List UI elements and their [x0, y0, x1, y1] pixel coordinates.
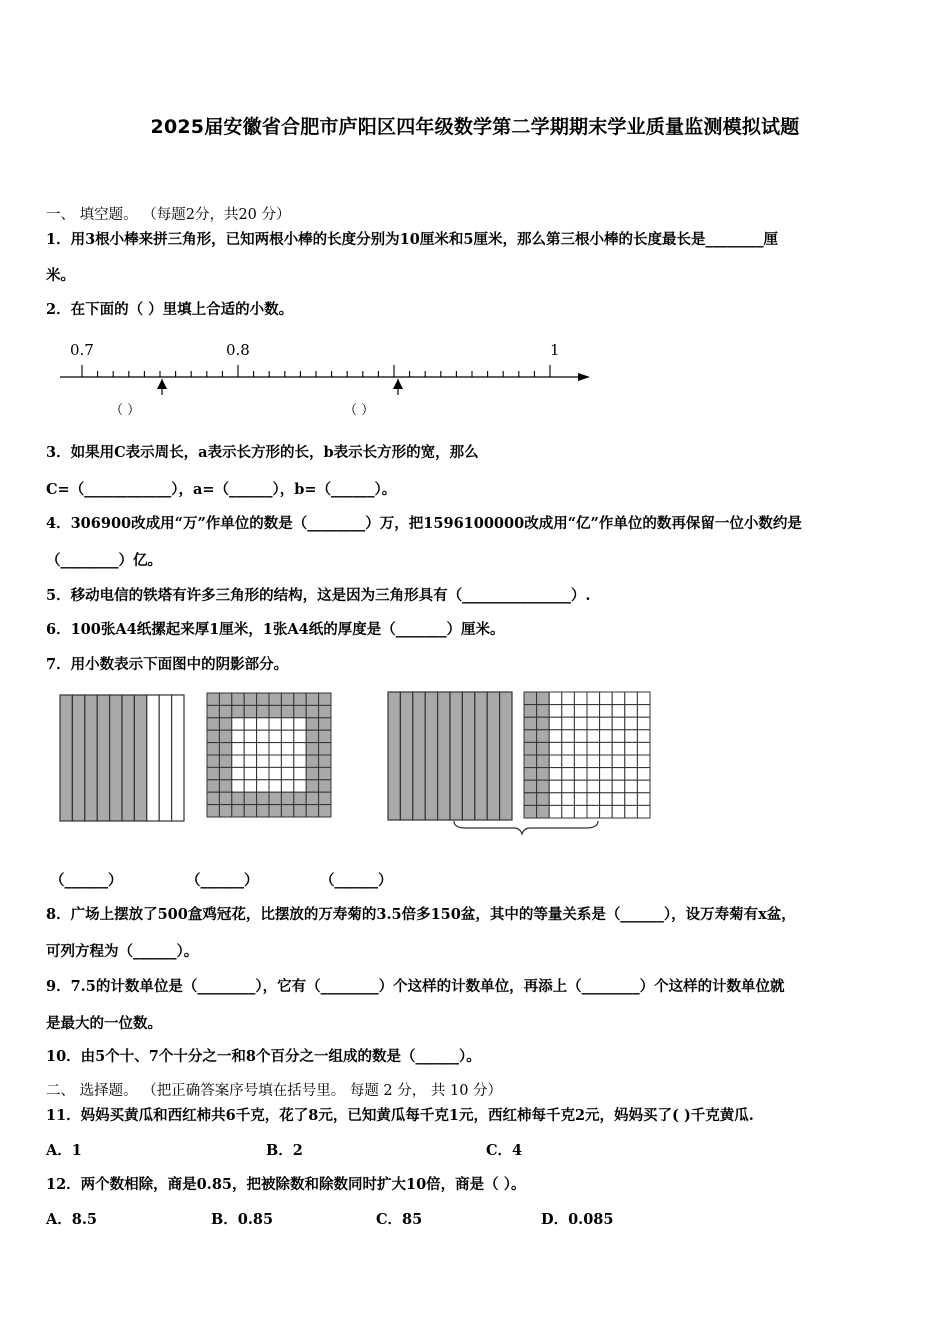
grid-cell	[232, 705, 244, 717]
grid-cell	[549, 730, 562, 743]
grid-cell	[219, 730, 231, 742]
question-8-line-2: 可列方程为（______）。	[46, 943, 199, 960]
question-12-options	[46, 1208, 613, 1229]
strip	[134, 695, 146, 821]
grid-cell	[612, 793, 625, 806]
grid-cell	[637, 793, 650, 806]
grid-cell	[587, 768, 600, 781]
question-7: 7．用小数表示下面图中的阴影部分。	[46, 656, 289, 673]
grid-cell	[244, 767, 256, 779]
grid-cell	[574, 780, 587, 793]
section-2-heading: 二、 选择题。 （把正确答案序号填在括号里。 每题 2 分， 共 10 分）	[46, 1083, 503, 1099]
grid-cell	[207, 693, 219, 705]
grid-cell	[232, 730, 244, 742]
grid-cell	[207, 743, 219, 755]
grid-cell	[524, 692, 537, 705]
figure-grid-ring	[205, 691, 333, 821]
grid-cell	[306, 755, 318, 767]
grid-cell	[207, 755, 219, 767]
grid-cell	[281, 805, 293, 817]
grid-cell	[244, 743, 256, 755]
strip	[450, 692, 462, 820]
grid-cell	[600, 742, 613, 755]
grid-cell	[244, 705, 256, 717]
grid-cell	[319, 705, 331, 717]
grid-cell	[637, 742, 650, 755]
grid-cell	[306, 730, 318, 742]
strip	[438, 692, 450, 820]
arrow-marker-left	[157, 379, 167, 395]
grid-cell	[537, 780, 550, 793]
grid-cell	[574, 705, 587, 718]
question-3-line-1: 3．如果用C表示周长，a表示长方形的长，b表示长方形的宽，那么	[46, 444, 479, 461]
grid-cell	[562, 717, 575, 730]
grid-cell	[244, 780, 256, 792]
grid-cell	[524, 730, 537, 743]
q11-option-b[interactable]: B．2	[266, 1142, 303, 1159]
grid-cell	[219, 755, 231, 767]
grid-cell	[637, 717, 650, 730]
q11-option-a[interactable]: A．1	[46, 1142, 82, 1159]
q12-option-c[interactable]: C．85	[376, 1211, 423, 1228]
grid-cell	[637, 805, 650, 818]
grid-cell	[625, 780, 638, 793]
grid-cell	[587, 692, 600, 705]
grid-cell	[294, 805, 306, 817]
grid-cell	[281, 743, 293, 755]
figure-strips	[58, 693, 186, 823]
question-9-line-1: 9．7.5的计数单位是（________），它有（________）个这样的计数单位，再添上（________）个这样的计数单位就	[46, 978, 785, 995]
label-0-7: 0.7	[70, 341, 94, 359]
grid-cell	[600, 793, 613, 806]
grid-cell	[207, 730, 219, 742]
grid-cell	[549, 793, 562, 806]
grid-cell	[244, 755, 256, 767]
grid-cell	[637, 768, 650, 781]
label-0-8: 0.8	[226, 341, 250, 359]
grid-cell	[562, 755, 575, 768]
q7-blank-1: （______）	[50, 872, 123, 889]
question-6: 6．100张A4纸摞起来厚1厘米，1张A4纸的厚度是（_______）厘米。	[46, 621, 505, 638]
grid-cell	[269, 805, 281, 817]
grid-cell	[587, 805, 600, 818]
question-4-line-1: 4．306900改成用“万”作单位的数是（________）万，把1596100000改成用“亿”作单位的数再保留一位小数约是	[46, 515, 802, 532]
grid-cell	[625, 692, 638, 705]
grid-cell	[625, 793, 638, 806]
grid-cell	[244, 805, 256, 817]
grid-cell	[257, 730, 269, 742]
arrow-marker-right	[393, 379, 403, 395]
strip	[425, 692, 437, 820]
question-1-line-2: 米。	[46, 267, 75, 284]
q12-option-b[interactable]: B．0.85	[211, 1211, 274, 1228]
grid-cell	[257, 718, 269, 730]
grid-cell	[612, 705, 625, 718]
grid-cell	[537, 742, 550, 755]
grid-cell	[524, 705, 537, 718]
grid-cell	[281, 718, 293, 730]
grid-cell	[257, 755, 269, 767]
grid-cell	[294, 780, 306, 792]
grid-cell	[244, 693, 256, 705]
grid-cell	[574, 717, 587, 730]
grid-cell	[574, 755, 587, 768]
grid-cell	[600, 730, 613, 743]
grid-cell	[306, 792, 318, 804]
grid-cell	[281, 755, 293, 767]
grid-cell	[549, 705, 562, 718]
grid-cell	[294, 755, 306, 767]
strip	[72, 695, 84, 821]
grid-cell	[600, 805, 613, 818]
grid-cell	[524, 805, 537, 818]
grid-cell	[537, 730, 550, 743]
grid-cell	[524, 780, 537, 793]
strip	[487, 692, 499, 820]
grid-cell	[524, 793, 537, 806]
strip	[122, 695, 134, 821]
grid-cell	[587, 780, 600, 793]
grid-cell	[524, 742, 537, 755]
grid-cell	[207, 767, 219, 779]
grid-cell	[281, 767, 293, 779]
grid-cell	[524, 768, 537, 781]
grid-cell	[549, 717, 562, 730]
question-11-options	[46, 1139, 522, 1160]
grid-cell	[537, 755, 550, 768]
grid-cell	[294, 767, 306, 779]
grid-cell	[625, 755, 638, 768]
grid-cell	[281, 705, 293, 717]
grid-cell	[306, 705, 318, 717]
grid-cell	[587, 730, 600, 743]
grid-cell	[612, 780, 625, 793]
grid-cell	[637, 755, 650, 768]
grid-cell	[232, 767, 244, 779]
grid-cell	[537, 805, 550, 818]
grid-cell	[232, 780, 244, 792]
q11-option-c[interactable]: C．4	[486, 1142, 523, 1159]
grid-cell	[207, 705, 219, 717]
grid-cell	[294, 693, 306, 705]
grid-cell	[232, 743, 244, 755]
grid-cell	[537, 793, 550, 806]
strip	[462, 692, 474, 820]
grid-cell	[587, 755, 600, 768]
strip	[85, 695, 97, 821]
section-1-heading: 一、 填空题。 （每题2分，共20 分）	[46, 207, 291, 223]
grid-cell	[207, 805, 219, 817]
grid-cell	[232, 718, 244, 730]
strip	[60, 695, 72, 821]
grid-cell	[612, 717, 625, 730]
grid-cell	[562, 692, 575, 705]
grid-cell	[537, 717, 550, 730]
grid-cell	[294, 705, 306, 717]
blank-right: （ ）	[344, 403, 375, 418]
grid-cell	[257, 705, 269, 717]
grid-cell	[219, 743, 231, 755]
grid-cell	[257, 792, 269, 804]
grid-cell	[562, 705, 575, 718]
grid-cell	[562, 742, 575, 755]
grid-cell	[319, 730, 331, 742]
grid-cell	[281, 780, 293, 792]
grid-cell	[574, 768, 587, 781]
question-9-line-2: 是最大的一位数。	[46, 1015, 162, 1032]
grid-cell	[244, 718, 256, 730]
grid-cell	[269, 718, 281, 730]
grid-cell	[625, 805, 638, 818]
grid-cell	[319, 755, 331, 767]
grid-cell	[306, 743, 318, 755]
grid-cell	[306, 767, 318, 779]
grid-cell	[549, 692, 562, 705]
page-title: 2025届安徽省合肥市庐阳区四年级数学第二学期期末学业质量监测模拟试题	[150, 116, 800, 138]
question-2: 2．在下面的（ ）里填上合适的小数。	[46, 301, 294, 318]
question-1-line-1: 1．用3根小棒来拼三角形，已知两根小棒的长度分别为10厘米和5厘米，那么第三根小棒的长度最长是________厘	[46, 231, 778, 248]
grid-cell	[574, 793, 587, 806]
grid-cell	[257, 805, 269, 817]
grid-cell	[537, 705, 550, 718]
grid-cell	[319, 780, 331, 792]
q12-option-a[interactable]: A．8.5	[46, 1211, 97, 1228]
grid-cell	[306, 718, 318, 730]
grid-cell	[549, 755, 562, 768]
grid-cell	[600, 692, 613, 705]
grid-cell	[269, 767, 281, 779]
grid-cell	[562, 730, 575, 743]
brace	[454, 821, 598, 834]
grid-cell	[625, 705, 638, 718]
grid-cell	[549, 805, 562, 818]
grid-cell	[625, 742, 638, 755]
grid-cell	[600, 705, 613, 718]
grid-cell	[294, 718, 306, 730]
grid-cell	[524, 717, 537, 730]
strip	[159, 695, 171, 821]
grid-cell	[587, 742, 600, 755]
grid-cell	[612, 755, 625, 768]
grid-cell	[524, 755, 537, 768]
grid-cell	[625, 730, 638, 743]
grid-cell	[625, 717, 638, 730]
grid-cell	[219, 693, 231, 705]
question-8-line-1: 8．广场上摆放了500盒鸡冠花，比摆放的万寿菊的3.5倍多150盆，其中的等量关系是（______），设万寿菊有x盆，	[46, 906, 796, 923]
grid-cell	[637, 705, 650, 718]
grid-cell	[319, 805, 331, 817]
grid-cell	[269, 792, 281, 804]
grid-cell	[587, 705, 600, 718]
strip	[172, 695, 184, 821]
grid-cell	[306, 780, 318, 792]
grid-cell	[281, 792, 293, 804]
grid-cell	[257, 743, 269, 755]
grid-cell	[612, 805, 625, 818]
strip	[388, 692, 400, 820]
number-line-figure	[50, 335, 600, 425]
grid-cell	[219, 705, 231, 717]
question-10: 10．由5个十、7个十分之一和8个百分之一组成的数是（______）。	[46, 1048, 481, 1065]
grid-cell	[257, 767, 269, 779]
grid-cell	[244, 730, 256, 742]
grid-cell	[232, 805, 244, 817]
grid-cell	[587, 793, 600, 806]
blank-left: （ ）	[110, 403, 141, 418]
grid-cell	[549, 768, 562, 781]
grid-cell	[232, 693, 244, 705]
grid-cell	[269, 730, 281, 742]
q7-blank-2: （______）	[186, 872, 259, 889]
grid-cell	[294, 792, 306, 804]
grid-cell	[219, 767, 231, 779]
grid-cell	[537, 692, 550, 705]
question-12: 12．两个数相除，商是0.85，把被除数和除数同时扩大10倍，商是（ ）。	[46, 1176, 526, 1193]
grid-cell	[625, 768, 638, 781]
grid-cell	[281, 693, 293, 705]
grid-cell	[319, 743, 331, 755]
grid-cell	[244, 792, 256, 804]
grid-cell	[219, 780, 231, 792]
grid-cell	[219, 718, 231, 730]
grid-cell	[574, 742, 587, 755]
grid-cell	[319, 792, 331, 804]
grid-cell	[537, 768, 550, 781]
grid-cell	[587, 717, 600, 730]
grid-cell	[294, 743, 306, 755]
figure-strips-and-grid	[386, 690, 654, 836]
grid-cell	[600, 717, 613, 730]
strip	[475, 692, 487, 820]
strip	[110, 695, 122, 821]
grid-cell	[319, 718, 331, 730]
strip	[147, 695, 159, 821]
strip	[413, 692, 425, 820]
grid-cell	[269, 743, 281, 755]
q7-blank-3: （______）	[320, 872, 393, 889]
grid-cell	[549, 742, 562, 755]
grid-cell	[257, 780, 269, 792]
grid-cell	[612, 768, 625, 781]
grid-cell	[574, 692, 587, 705]
grid-cell	[637, 692, 650, 705]
grid-cell	[306, 693, 318, 705]
grid-cell	[306, 805, 318, 817]
grid-cell	[637, 780, 650, 793]
grid-cell	[219, 792, 231, 804]
grid-cell	[269, 693, 281, 705]
grid-cell	[257, 693, 269, 705]
grid-cell	[207, 792, 219, 804]
grid-cell	[281, 730, 293, 742]
number-line-ticks	[82, 365, 550, 377]
q12-option-d[interactable]: D．0.085	[541, 1211, 614, 1228]
grid-cell	[600, 755, 613, 768]
grid-cell	[207, 718, 219, 730]
grid-cell	[600, 780, 613, 793]
grid-cell	[562, 793, 575, 806]
grid-cell	[232, 792, 244, 804]
grid-cell	[319, 693, 331, 705]
strip	[97, 695, 109, 821]
grid-cell	[549, 780, 562, 793]
grid-cell	[612, 730, 625, 743]
grid-cell	[574, 730, 587, 743]
grid-cell	[207, 780, 219, 792]
grid-cell	[612, 692, 625, 705]
grid-cell	[562, 780, 575, 793]
grid-cell	[574, 805, 587, 818]
grid-cell	[269, 705, 281, 717]
strip	[400, 692, 412, 820]
grid-cell	[612, 742, 625, 755]
strip	[500, 692, 512, 820]
question-4-line-2: （________）亿。	[46, 552, 162, 569]
question-5: 5．移动电信的铁塔有许多三角形的结构，这是因为三角形具有（_______________）.	[46, 587, 591, 604]
grid-cell	[637, 730, 650, 743]
grid-cell	[562, 805, 575, 818]
question-11: 11．妈妈买黄瓜和西红柿共6千克，花了8元，已知黄瓜每千克1元，西红柿每千克2元，妈妈买了( )千克黄瓜.	[46, 1107, 754, 1124]
grid-cell	[219, 805, 231, 817]
grid-cell	[319, 767, 331, 779]
grid-cell	[600, 768, 613, 781]
grid-cell	[294, 730, 306, 742]
number-line-arrowhead	[578, 373, 590, 381]
question-3-line-2: C=（____________），a=（______），b=（______）。	[46, 481, 397, 498]
label-1: 1	[550, 341, 560, 359]
grid-cell	[232, 755, 244, 767]
grid-cell	[269, 780, 281, 792]
grid-cell	[562, 768, 575, 781]
grid-cell	[269, 755, 281, 767]
